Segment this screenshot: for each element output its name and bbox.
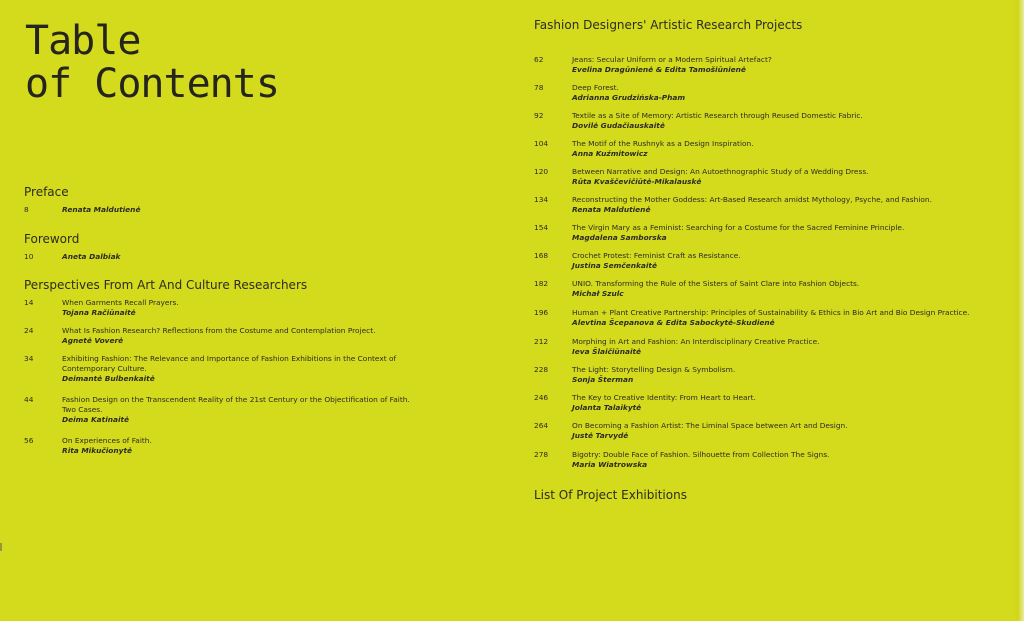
entry-author: Renata Maldutienė (572, 205, 651, 214)
page-number: 44 (24, 395, 34, 404)
foreword-heading: Foreword (24, 232, 80, 246)
entry-author: Rita Mikučionytė (62, 446, 132, 455)
entry-title: The Motif of the Rushnyk as a Design Inspiration. (572, 139, 754, 148)
entry-author: Deimantė Bulbenkaitė (62, 374, 155, 383)
page-edge (1014, 0, 1024, 621)
entry-title: Between Narrative and Design: An Autoethnographic Study of a Wedding Dress. (572, 167, 869, 176)
entry-author: Renata Maldutienė (62, 205, 141, 214)
entry-author: Michał Szulc (572, 289, 624, 298)
entry-title: Crochet Protest: Feminist Craft as Resistance. (572, 251, 741, 260)
page-number: 78 (534, 83, 544, 92)
gutter-mark (0, 543, 2, 551)
entry-title: Deep Forest. (572, 83, 619, 92)
entry-title: Bigotry: Double Face of Fashion. Silhouette from Collection The Signs. (572, 450, 830, 459)
entry-author: Magdalena Samborska (572, 233, 667, 242)
preface-heading: Preface (24, 185, 69, 199)
entry-title: Morphing in Art and Fashion: An Interdisciplinary Creative Practice. (572, 337, 820, 346)
entry-title: The Virgin Mary as a Feminist: Searching for a Costume for the Sacred Feminine Principle. (572, 223, 905, 232)
page-number: 120 (534, 167, 549, 176)
entry-title: Fashion Design on the Transcendent Reality of the 21st Century or the Objectification of Faith. (62, 395, 410, 404)
page-number: 154 (534, 223, 549, 232)
entry-title: On Experiences of Faith. (62, 436, 152, 445)
title-line-2: of Contents (25, 61, 279, 107)
entry-author: Sonja Šterman (572, 375, 634, 384)
entry-author: Justė Tarvydė (572, 431, 629, 440)
entry-title: When Garments Recall Prayers. (62, 298, 179, 307)
page-number: 134 (534, 195, 549, 204)
entry-title: Jeans: Secular Uniform or a Modern Spiritual Artefact? (572, 55, 772, 64)
page-number: 264 (534, 421, 549, 430)
page-number: 92 (534, 111, 544, 120)
entry-author: Ieva Šlaičiūnaitė (572, 347, 642, 356)
page-number: 104 (534, 139, 549, 148)
perspectives-heading: Perspectives From Art And Culture Researchers (24, 278, 308, 292)
entry-author: Tojana Račiūnaitė (62, 308, 136, 317)
entry-title: Textile as a Site of Memory: Artistic Research through Reused Domestic Fabric. (572, 111, 863, 120)
page-number: 34 (24, 354, 34, 363)
page-number: 56 (24, 436, 34, 445)
entry-author: Alevtina Šcepanova & Edita Sabockytė-Skudienė (572, 318, 775, 327)
page-number: 196 (534, 308, 549, 317)
page-number: 168 (534, 251, 549, 260)
page-number: 182 (534, 279, 549, 288)
page-number: 8 (24, 205, 29, 214)
entry-title: What Is Fashion Research? Reflections from the Costume and Contemplation Project. (62, 326, 376, 335)
page-number: 212 (534, 337, 549, 346)
entry-author: Anna Kuźmitowicz (572, 149, 648, 158)
entry-title: On Becoming a Fashion Artist: The Liminal Space between Art and Design. (572, 421, 848, 430)
page-number: 278 (534, 450, 549, 459)
page-title (25, 20, 279, 106)
entry-title: Human + Plant Creative Partnership: Principles of Sustainability & Ethics in Bio Art and Bio Design Practice. (572, 308, 970, 317)
entry-author: Agnetė Voverė (62, 336, 124, 345)
page-number: 228 (534, 365, 549, 374)
entry-title: The Key to Creative Identity: From Heart to Heart. (572, 393, 756, 402)
page-number: 14 (24, 298, 34, 307)
page-number: 246 (534, 393, 549, 402)
entry-author: Jolanta Talaikytė (572, 403, 642, 412)
entry-author: Maria Wiatrowska (572, 460, 648, 469)
entry-title: The Light: Storytelling Design & Symbolism. (572, 365, 736, 374)
entry-title: Reconstructing the Mother Goddess: Art-Based Research amidst Mythology, Psyche, and Fashion. (572, 195, 932, 204)
entry-title: Exhibiting Fashion: The Relevance and Importance of Fashion Exhibitions in the Context of (62, 354, 397, 363)
entry-author: Evelina Dragūnienė & Edita Tamošiūnienė (572, 65, 746, 74)
entry-author: Deima Katinaitė (62, 415, 130, 424)
entry-author: Adrianna Grudzińska-Pham (572, 93, 686, 102)
page-number: 10 (24, 252, 34, 261)
entry-title: UNIO. Transforming the Rule of the Sisters of Saint Clare into Fashion Objects. (572, 279, 860, 288)
projects-heading: Fashion Designers' Artistic Research Projects (534, 18, 803, 32)
exhibitions-heading[interactable]: List Of Project Exhibitions (534, 488, 687, 502)
entry-author: Justina Semčenkaitė (572, 261, 657, 270)
page-number: 24 (24, 326, 34, 335)
entry-author: Aneta Dalbiak (62, 252, 121, 261)
entry-author: Dovilė Gudačiauskaitė (572, 121, 665, 130)
page-number: 62 (534, 55, 544, 64)
entry-title-continued: Contemporary Culture. (62, 364, 147, 373)
entry-title-continued: Two Cases. (62, 405, 103, 414)
entry-author: Rūta Kvaščevičiūtė-Mikalauskė (572, 177, 702, 186)
title-line-1: Table (25, 18, 141, 64)
